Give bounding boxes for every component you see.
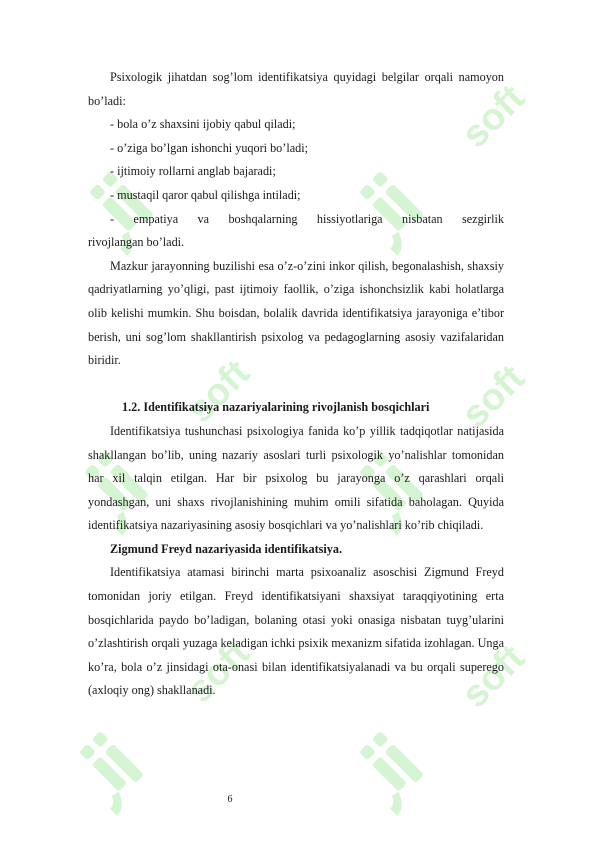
paragraph-disruption: Mazkur jarayonning buzilishi esa o’z-o’zini inkor qilish, begonalashish, shaxsiy qadriyatlarning yo’qligi, past ijtimoiy faollik, o’ziga ishonchsizlik kabi holatlarga olib kelishi mumkin. Shu boisdan, bolalik davrida identifikatsiya jarayoniga e’tibor berish, uni sog’lom shakllantirish psixolog va pedagoglarning asosiy vazifalaridan biridir. xyxy=(88,258,504,368)
list-item: - bola o’z shaxsini ijobiy qabul qiladi; xyxy=(110,117,296,132)
list-item: - o’ziga bo’lgan ishonchi yuqori bo’ladi; xyxy=(110,140,308,155)
section-heading: 1.2. Identifikatsiya nazariyalarining rivojlanish bosqichlari xyxy=(122,400,430,415)
watermark-text: soft xyxy=(178,352,258,432)
blank-line xyxy=(88,373,504,397)
paragraph-concept: Identifikatsiya tushunchasi psixologiya fanida ko’p yillik tadqiqotlar natijasida shakllangan bo’lib, uning nazariy asoslari turli psixologik yo’nalishlar tomonidan har xil talqin etilgan. Har bir psixolog bu jarayonga o’z qarashlari orqali yondashgan, uni shaxs rivojlanishining muhim omili sifatida baholagan. Quyida identifikatsiya nazariyasining asosiy bosqichlari va yo’nalishlari ko’rib chiqiladi. xyxy=(88,423,504,533)
watermark-text: soft xyxy=(453,77,533,157)
watermark-text: soft xyxy=(178,632,258,712)
list-item: - ijtimoiy rollarni anglab bajaradi; xyxy=(110,164,276,179)
page-number: 6 xyxy=(227,794,233,805)
paragraph-intro: Psixologik jihatdan sog’lom identifikatsiya quyidagi belgilar orqali namoyon bo’ladi: xyxy=(88,70,504,108)
watermark-text: soft xyxy=(453,357,533,437)
list-item-continuation: rivojlangan bo’ladi. xyxy=(88,235,185,250)
list-item: - empatiya va boshqalarning hissiyotlariga nisbatan sezgirlik xyxy=(110,211,504,226)
paragraph-freud: Identifikatsiya atamasi birinchi marta psixoanaliz asoschisi Zigmund Freyd tomonidan joriy etilgan. Freyd identifikatsiyani shaxsiyat taraqqiyotining erta bosqichlarida paydo bo’ladigan, bolaning otasi yoki onasiga nisbatan tuyg’ularini o’zlashtirish orqali yuzaga keladigan ichki psixik mexanizm sifatida izohlagan. Unga ko’ra, bola o’z jinsidagi ota-onasi bilan identifikatsiyalanadi va bu orqali superego (axloqiy ong) shakllanadi. xyxy=(88,565,504,698)
watermark-text: soft xyxy=(453,637,533,717)
list-item: - mustaqil qaror qabul qilishga intiladi; xyxy=(110,187,301,202)
document-page xyxy=(88,66,504,703)
subsection-heading: Zigmund Freyd nazariyasida identifikatsiya. xyxy=(110,541,343,556)
